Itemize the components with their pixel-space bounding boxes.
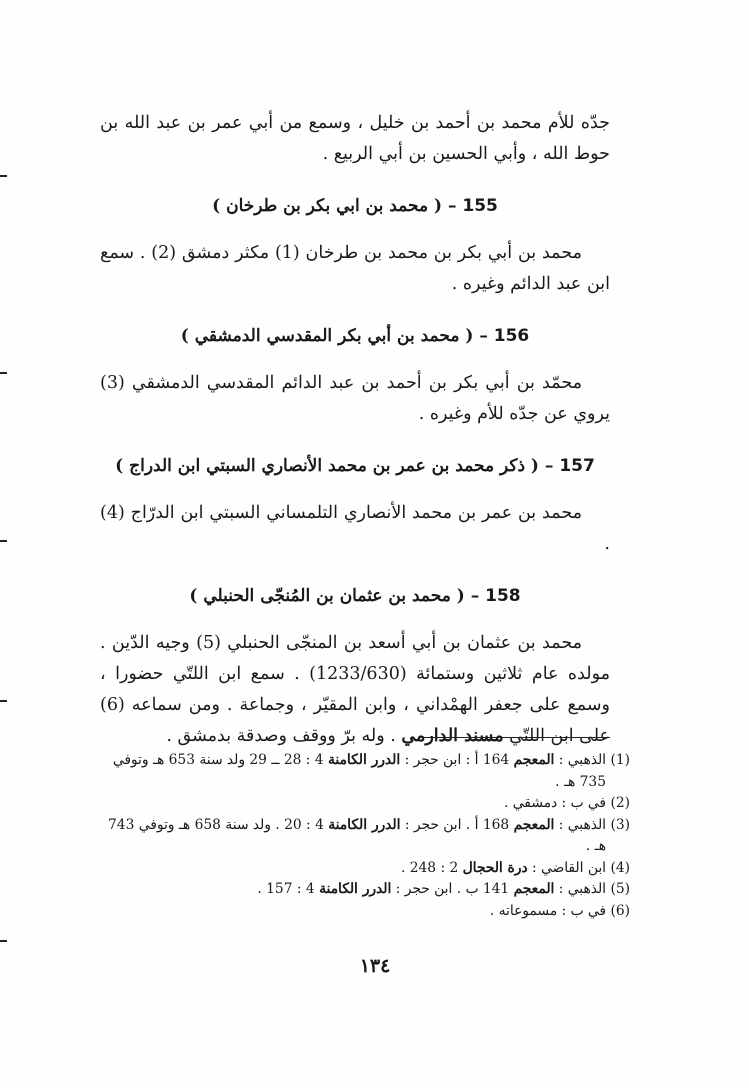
margin-mark [0, 175, 7, 177]
footnote-number: (3) [610, 816, 630, 833]
footnote [100, 901, 630, 923]
margin-mark [0, 940, 7, 942]
entry-title: – ( محمد بن أبي بكر المقدسي الدمشقي ) [180, 326, 488, 346]
entry-body-text: . وله برّ ووقف وصدقة بدمشق . [166, 726, 402, 746]
entry-body-156: محمّد بن أبي بكر بن أحمد بن عبد الدائم المقدسي الدمشقي (3) يروي عن جدّه للأم وغيره . [100, 373, 610, 424]
footnote-text [100, 750, 606, 793]
footnote-number: (2) [610, 795, 630, 811]
footnote-text [100, 793, 606, 815]
footnote-segment: 4 : 28 ــ 29 ولد سنة 653 هـ وتوفي 735 هـ . [112, 752, 606, 790]
margin-mark [0, 540, 7, 542]
footnote-number: (1) [610, 752, 630, 768]
footnote-text [100, 815, 606, 858]
entry-heading-155 [100, 192, 610, 220]
footnote-book-title: المعجم [513, 752, 555, 768]
entry-body-155: محمد بن أبي بكر بن محمد بن طرخان (1) مكثر دمشق (2) . سمع ابن عبد الدائم وغيره . [100, 243, 610, 294]
footnotes [100, 750, 630, 922]
footnote-book-title: المعجم [513, 816, 555, 833]
footnote-book-title: الدرر الكامنة [328, 816, 401, 833]
footnote [100, 858, 630, 880]
entry-number: 156 [493, 326, 530, 346]
footnote [100, 793, 630, 815]
footnote-segment: ابن القاضي : [527, 859, 606, 876]
footnote-segment: 164 أ : ابن حجر : [400, 752, 514, 768]
book-title: مسند الدارمي [401, 726, 504, 746]
entry-number: 155 [462, 196, 498, 216]
footnote-book-title: درة الحجال [462, 859, 528, 876]
footnote-book-title: الدرر الكامنة [319, 881, 392, 897]
entry-number: 157 [559, 456, 595, 476]
entry-body-158 [100, 628, 610, 752]
footnote-segment: 141 ب . ابن حجر : [391, 881, 514, 897]
footnote-segment: الذهبي : [554, 881, 606, 897]
footnote-text [100, 901, 606, 923]
entry-body-157: محمد بن عمر بن محمد الأنصاري التلمساني السبتي ابن الدرّاج (4) . [100, 503, 610, 554]
footnote [100, 879, 630, 901]
entry-heading-158 [100, 582, 610, 610]
footnote-book-title: المعجم [513, 881, 555, 897]
footnote-number: (5) [610, 881, 630, 897]
footnote [100, 750, 630, 793]
footnote [100, 815, 630, 858]
entry-title: – ( ذكر محمد بن عمر بن محمد الأنصاري السبتي ابن الدراج ) [115, 456, 554, 476]
footnote-number: (6) [610, 902, 630, 919]
entry-heading-157 [100, 452, 610, 480]
footnote-text [100, 858, 606, 880]
footnote-segment: 4 : 157 . [257, 881, 320, 897]
footnote-text [100, 879, 606, 901]
footnote-book-title: الدرر الكامنة [327, 752, 401, 768]
footnote-segment: في ب : مسموعاته . [489, 902, 606, 919]
footnote-segment: الذهبي : [554, 816, 606, 833]
intro-paragraph: جدّه للأم محمد بن أحمد بن خليل ، وسمع من أبي عمر بن عبد الله بن حوط الله ، وأبي الحسين بن أبي الربيع . [100, 113, 610, 164]
footnote-number: (4) [610, 859, 630, 876]
entry-heading-156 [100, 322, 610, 350]
entry-title: – ( محمد بن ابي بكر بن طرخان ) [212, 196, 457, 216]
footnote-segment: 4 : 20 . ولد سنة 658 هـ وتوفي 743 هـ . [108, 816, 606, 854]
footnote-segment: 2 : 248 . [400, 859, 463, 876]
footnote-separator [424, 737, 610, 738]
margin-mark [0, 372, 7, 374]
margin-mark [0, 700, 7, 702]
page-number: ١٣٤ [359, 955, 391, 977]
entry-number: 158 [485, 586, 521, 606]
entry-title: – ( محمد بن عثمان بن المُنجّى الحنبلي ) [189, 586, 480, 606]
page-body [100, 108, 610, 752]
footnote-segment: الذهبي : [554, 752, 606, 768]
entry-body-text: محمد بن عثمان بن أبي أسعد بن المنجّى الحنبلي (5) وجيه الدّين . مولده عام ثلاثين وستمائة (1233/630) . سمع ابن اللتّي حضورا ، وسمع على جعفر الهمْداني ، وابن المقيّر ، وجماعة . ومن سماعه (6) على ابن اللتّي [100, 633, 611, 746]
footnote-segment: في ب : دمشقي . [504, 795, 606, 811]
footnote-segment: 168 أ . ابن حجر : [400, 816, 514, 833]
